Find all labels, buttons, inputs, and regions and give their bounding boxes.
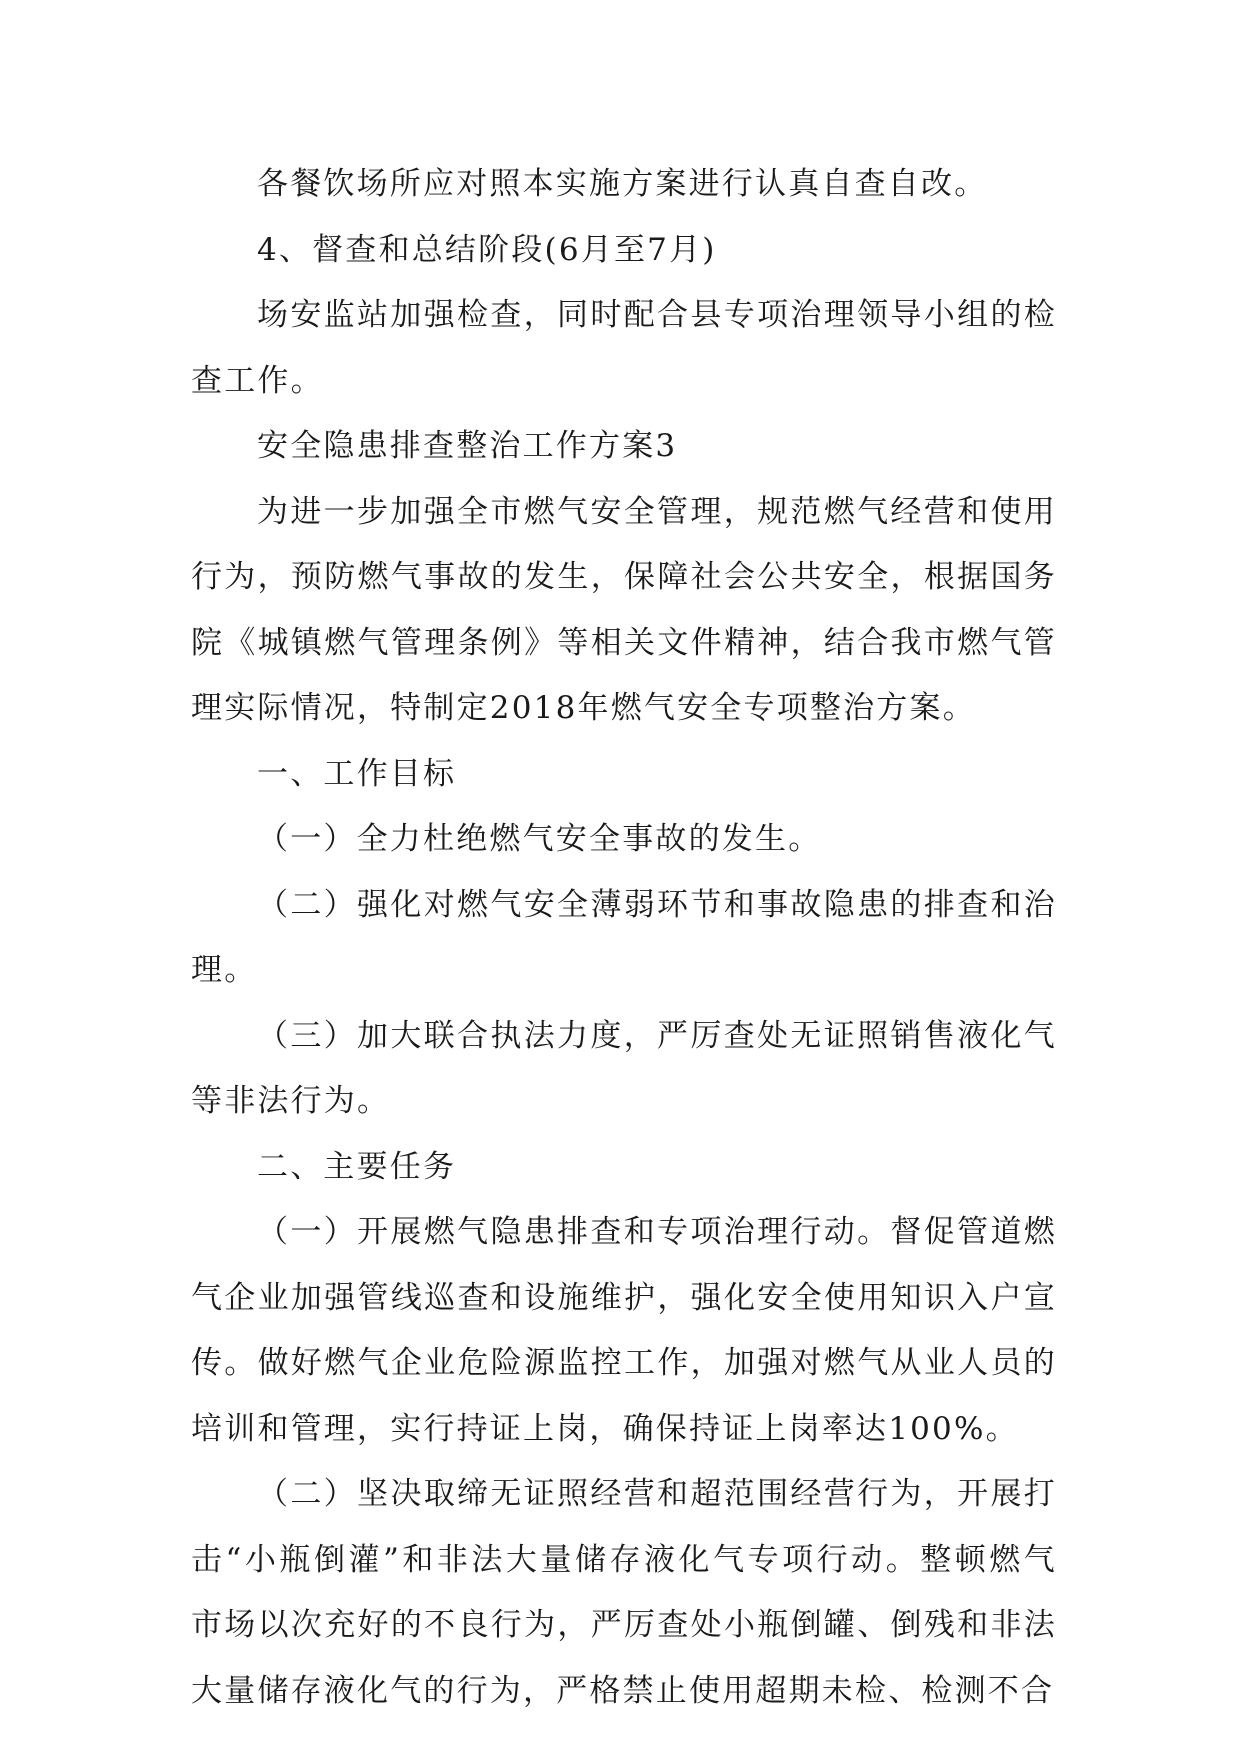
task-item-2: （二）坚决取缔无证照经营和超范围经营行为，开展打击“小瓶倒灌”和非法大量储存液化气专项行动。整顿燃气市场以次充好的不良行为，严厉查处小瓶倒罐、倒残和非法大量储存液化气的行为，严格禁止使用超期未检、检测不合	[191, 1476, 1057, 1709]
heading-main-tasks: 二、主要任务	[257, 1148, 457, 1185]
section-title-plan-3: 安全隐患排查整治工作方案3	[257, 428, 678, 464]
document-body	[191, 152, 1057, 1724]
heading-work-goals: 一、工作目标	[257, 755, 457, 792]
goal-item-3: （三）加大联合执法力度，严厉查处无证照销售液化气等非法行为。	[191, 1017, 1057, 1119]
goal-item-1: （一）全力杜绝燃气安全事故的发生。	[257, 821, 822, 857]
paragraph-intro: 为进一步加强全市燃气安全管理，规范燃气经营和使用行为，预防燃气事故的发生，保障社会公共安全，根据国务院《城镇燃气管理条例》等相关文件精神，结合我市燃气管理实际情况，特制定2018年燃气安全专项整治方案。	[191, 493, 1057, 726]
goal-item-2: （二）强化对燃气安全薄弱环节和事故隐患的排查和治理。	[191, 886, 1057, 988]
paragraph-inspection: 场安监站加强检查，同时配合县专项治理领导小组的检查工作。	[191, 297, 1057, 399]
heading-supervision-stage: 4、督查和总结阶段(6月至7月)	[257, 231, 717, 268]
paragraph-self-check: 各餐饮场所应对照本实施方案进行认真自查自改。	[257, 166, 988, 202]
task-item-1: （一）开展燃气隐患排查和专项治理行动。督促管道燃气企业加强管线巡查和设施维护，强化安全使用知识入户宣传。做好燃气企业危险源监控工作，加强对燃气从业人员的培训和管理，实行持证上岗，确保持证上岗率达100%。	[191, 1214, 1057, 1447]
